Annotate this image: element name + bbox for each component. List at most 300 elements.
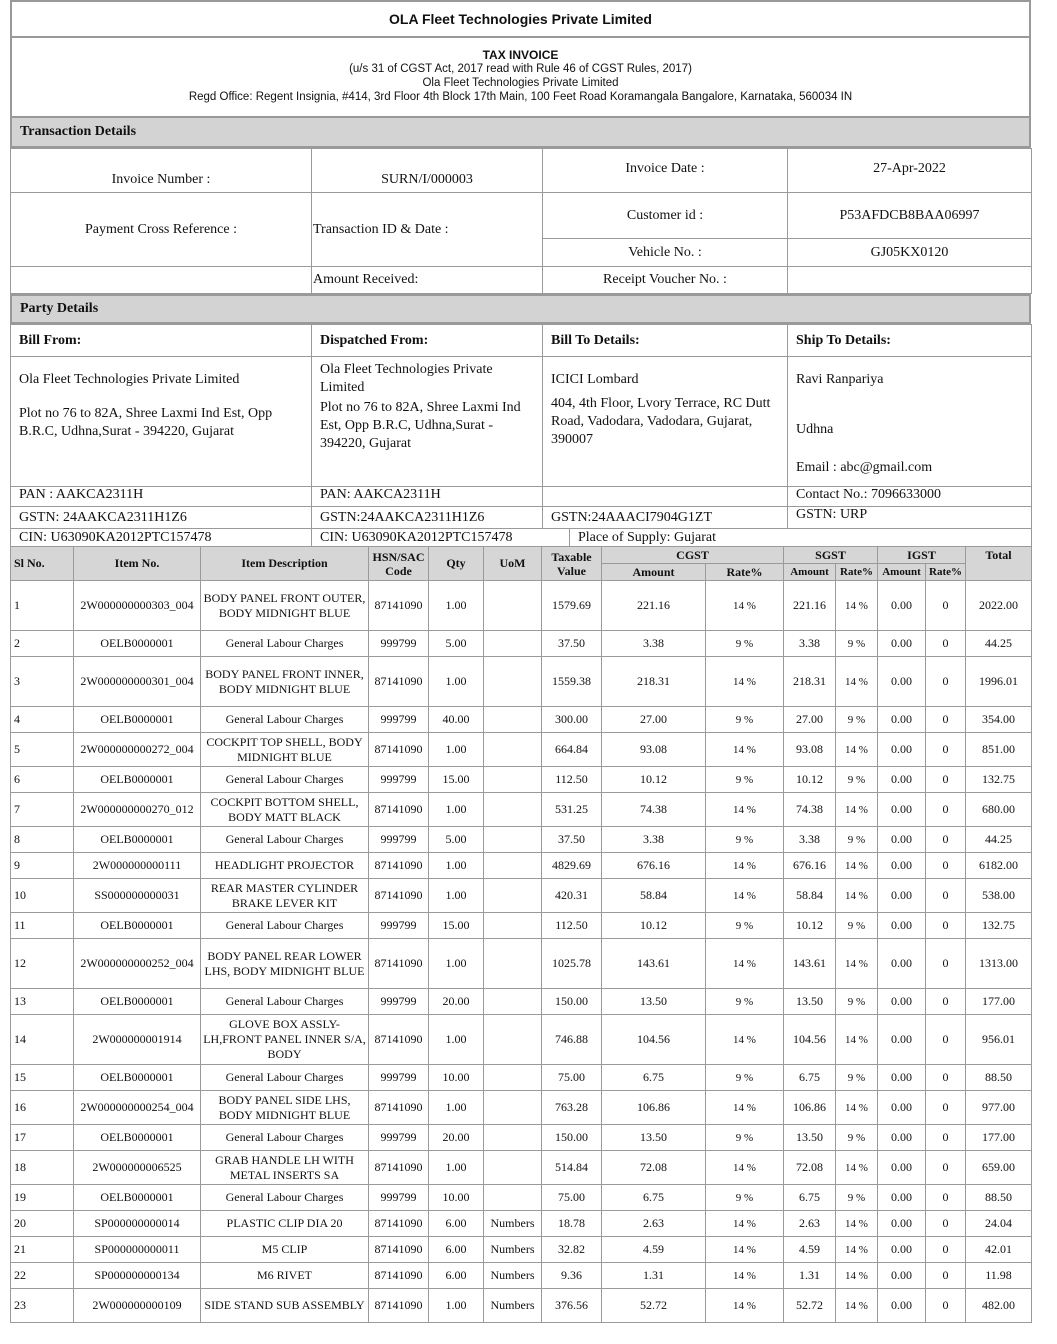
cell-taxable: 18.78 (542, 1211, 602, 1237)
cell-igst-amount: 0.00 (878, 913, 926, 939)
items-header-row (11, 547, 1032, 564)
cell-uom (484, 767, 542, 793)
cell-hsn: 87141090 (369, 1015, 429, 1065)
cell-qty: 1.00 (429, 1151, 484, 1185)
cell-igst-amount: 0.00 (878, 733, 926, 767)
cell-igst-amount: 0.00 (878, 1091, 926, 1125)
cell-item-no: OELB0000001 (74, 631, 201, 657)
cell-qty: 10.00 (429, 1065, 484, 1091)
cell-sgst-amount: 3.38 (784, 827, 836, 853)
cell-sgst-amount: 4.59 (784, 1237, 836, 1263)
cell-sgst-rate: 9 % (836, 631, 878, 657)
cell-qty: 1.00 (429, 939, 484, 989)
cell-description: M5 CLIP (201, 1237, 369, 1263)
cell-cgst-rate: 14 % (706, 793, 784, 827)
cell-cgst-amount: 143.61 (602, 939, 706, 989)
igst-rate-header: Rate% (926, 564, 966, 581)
cell-uom: Numbers (484, 1263, 542, 1289)
table-row (11, 853, 1032, 879)
cell-taxable: 150.00 (542, 989, 602, 1015)
cell-sl-no: 9 (11, 853, 74, 879)
item-rows (11, 581, 1032, 1323)
cell-igst-rate: 0 (926, 913, 966, 939)
cell-igst-rate: 0 (926, 1125, 966, 1151)
cell-cgst-amount: 3.38 (602, 631, 706, 657)
cell-qty: 1.00 (429, 1091, 484, 1125)
cell-igst-amount: 0.00 (878, 1237, 926, 1263)
ship-to-name: Ravi Ranpariya (796, 372, 884, 387)
cell-total: 956.01 (966, 1015, 1032, 1065)
total-subheader (966, 564, 1032, 581)
cell-igst-rate: 0 (926, 581, 966, 631)
col-item-no: Item No. (74, 547, 201, 581)
cell-sgst-amount: 93.08 (784, 733, 836, 767)
cell-taxable: 376.56 (542, 1289, 602, 1323)
cell-uom (484, 793, 542, 827)
cell-igst-rate: 0 (926, 989, 966, 1015)
cell-cgst-amount: 6.75 (602, 1185, 706, 1211)
sgst-amount-header: Amount (784, 564, 836, 581)
col-hsn: HSN/SAC Code (369, 547, 429, 581)
cell-cgst-rate: 14 % (706, 939, 784, 989)
cell-description: BODY PANEL SIDE LHS, BODY MIDNIGHT BLUE (201, 1091, 369, 1125)
cell-total: 44.25 (966, 631, 1032, 657)
cell-hsn: 87141090 (369, 1151, 429, 1185)
bill-from-cin: CIN: U63090KA2012PTC157478 (11, 529, 312, 547)
cell-sl-no: 10 (11, 879, 74, 913)
cell-sl-no: 5 (11, 733, 74, 767)
cell-item-no: 2W000000000301_004 (74, 657, 201, 707)
cell-cgst-amount: 10.12 (602, 767, 706, 793)
cell-sgst-rate: 14 % (836, 1211, 878, 1237)
cell-item-no: OELB0000001 (74, 767, 201, 793)
cell-cgst-rate: 14 % (706, 1091, 784, 1125)
cell-taxable: 32.82 (542, 1237, 602, 1263)
cell-igst-amount: 0.00 (878, 939, 926, 989)
cell-sgst-amount: 74.38 (784, 793, 836, 827)
bill-to-pan-empty (543, 487, 788, 507)
cell-description: General Labour Charges (201, 1065, 369, 1091)
sgst-rate-header: Rate% (836, 564, 878, 581)
cell-cgst-rate: 14 % (706, 1151, 784, 1185)
cell-total: 538.00 (966, 879, 1032, 913)
cell-qty: 1.00 (429, 793, 484, 827)
cell-total: 851.00 (966, 733, 1032, 767)
cell-uom: Numbers (484, 1211, 542, 1237)
cell-sgst-rate: 9 % (836, 1065, 878, 1091)
cell-qty: 6.00 (429, 1263, 484, 1289)
cell-sgst-amount: 218.31 (784, 657, 836, 707)
cell-sl-no: 21 (11, 1237, 74, 1263)
cell-cgst-amount: 13.50 (602, 989, 706, 1015)
cell-description: SIDE STAND SUB ASSEMBLY (201, 1289, 369, 1323)
cell-sgst-rate: 9 % (836, 913, 878, 939)
cell-igst-rate: 0 (926, 1015, 966, 1065)
cell-cgst-rate: 9 % (706, 631, 784, 657)
cell-hsn: 999799 (369, 1065, 429, 1091)
cell-hsn: 87141090 (369, 657, 429, 707)
cell-igst-amount: 0.00 (878, 853, 926, 879)
invoice-date: 27-Apr-2022 (788, 149, 1032, 193)
cell-igst-rate: 0 (926, 1065, 966, 1091)
cell-taxable: 112.50 (542, 767, 602, 793)
regd-office: Regd Office: Regent Insignia, #414, 3rd Floor 4th Block 17th Main, 100 Feet Road Koramangala Bangalore, Karnataka, 560034 IN (188, 91, 853, 103)
cell-item-no: SS000000000031 (74, 879, 201, 913)
bill-from-address: Plot no 76 to 82A, Shree Laxmi Ind Est, Opp B.R.C, Udhna,Surat - 394220, Gujarat (19, 406, 273, 439)
cell-uom (484, 707, 542, 733)
cell-sl-no: 23 (11, 1289, 74, 1323)
cell-cgst-rate: 9 % (706, 913, 784, 939)
cell-cgst-amount: 6.75 (602, 1065, 706, 1091)
cell-uom (484, 631, 542, 657)
cell-hsn: 87141090 (369, 1289, 429, 1323)
ship-to-heading: Ship To Details: (788, 325, 1032, 357)
place-of-supply: Place of Supply: Gujarat (570, 529, 1032, 547)
amount-received-label: Amount Received: (312, 267, 543, 294)
cell-sgst-amount: 221.16 (784, 581, 836, 631)
cell-cgst-rate: 14 % (706, 1289, 784, 1323)
cell-cgst-rate: 14 % (706, 1263, 784, 1289)
cell-qty: 15.00 (429, 913, 484, 939)
cell-item-no: SP000000000014 (74, 1211, 201, 1237)
bill-to-gstn: GSTN:24AAACI7904G1ZT (543, 507, 788, 529)
cell-uom (484, 827, 542, 853)
cell-cgst-amount: 52.72 (602, 1289, 706, 1323)
cell-igst-amount: 0.00 (878, 879, 926, 913)
customer-id: P53AFDCB8BAA06997 (788, 193, 1032, 239)
cell-sgst-rate: 9 % (836, 989, 878, 1015)
cell-qty: 1.00 (429, 581, 484, 631)
cell-description: General Labour Charges (201, 989, 369, 1015)
cell-cgst-amount: 93.08 (602, 733, 706, 767)
cell-item-no: 2W000000000252_004 (74, 939, 201, 989)
cell-total: 1996.01 (966, 657, 1032, 707)
col-sgst: SGST (784, 547, 878, 564)
cell-item-no: OELB0000001 (74, 1125, 201, 1151)
dispatched-from-name: Ola Fleet Technologies Private Limited (320, 362, 493, 395)
cell-description: BODY PANEL FRONT OUTER, BODY MIDNIGHT BLUE (201, 581, 369, 631)
cell-total: 354.00 (966, 707, 1032, 733)
table-row (11, 989, 1032, 1015)
cell-hsn: 87141090 (369, 1237, 429, 1263)
cell-igst-amount: 0.00 (878, 1015, 926, 1065)
cell-sl-no: 8 (11, 827, 74, 853)
cell-qty: 15.00 (429, 767, 484, 793)
invoice-header (10, 38, 1031, 118)
cell-uom (484, 1091, 542, 1125)
cell-item-no: OELB0000001 (74, 707, 201, 733)
cell-description: GLOVE BOX ASSLY-LH,FRONT PANEL INNER S/A, BODY (201, 1015, 369, 1065)
table-row (11, 1065, 1032, 1091)
cell-qty: 1.00 (429, 733, 484, 767)
cell-qty: 5.00 (429, 631, 484, 657)
cell-qty: 10.00 (429, 1185, 484, 1211)
cell-uom (484, 853, 542, 879)
cell-total: 482.00 (966, 1289, 1032, 1323)
cell-cgst-rate: 9 % (706, 707, 784, 733)
cell-taxable: 1559.38 (542, 657, 602, 707)
cell-sl-no: 2 (11, 631, 74, 657)
ship-to-block (788, 357, 1032, 487)
cell-cgst-amount: 27.00 (602, 707, 706, 733)
cell-taxable: 75.00 (542, 1065, 602, 1091)
cell-sgst-amount: 52.72 (784, 1289, 836, 1323)
cell-sl-no: 20 (11, 1211, 74, 1237)
cell-sgst-rate: 14 % (836, 1091, 878, 1125)
cell-hsn: 87141090 (369, 1211, 429, 1237)
invoice-page (10, 0, 1031, 1323)
cell-total: 177.00 (966, 1125, 1032, 1151)
invoice-number: SURN/I/000003 (312, 149, 543, 193)
cell-taxable: 1025.78 (542, 939, 602, 989)
col-description: Item Description (201, 547, 369, 581)
bill-from-pan: PAN : AAKCA2311H (11, 487, 312, 507)
table-row (11, 1289, 1032, 1323)
cell-total: 11.98 (966, 1263, 1032, 1289)
cell-sgst-rate: 14 % (836, 581, 878, 631)
cell-uom (484, 1185, 542, 1211)
cell-sgst-amount: 10.12 (784, 913, 836, 939)
cell-item-no: OELB0000001 (74, 1065, 201, 1091)
cell-sgst-rate: 9 % (836, 767, 878, 793)
cell-cgst-amount: 58.84 (602, 879, 706, 913)
cell-cgst-rate: 14 % (706, 1237, 784, 1263)
cell-cgst-rate: 14 % (706, 1211, 784, 1237)
cell-igst-rate: 0 (926, 631, 966, 657)
cell-total: 1313.00 (966, 939, 1032, 989)
cell-description: COCKPIT TOP SHELL, BODY MIDNIGHT BLUE (201, 733, 369, 767)
cell-uom (484, 1065, 542, 1091)
cell-uom (484, 1015, 542, 1065)
cell-cgst-amount: 72.08 (602, 1151, 706, 1185)
cell-sl-no: 4 (11, 707, 74, 733)
cell-total: 42.01 (966, 1237, 1032, 1263)
cell-taxable: 514.84 (542, 1151, 602, 1185)
cell-item-no: 2W000000000111 (74, 853, 201, 879)
table-row (11, 1211, 1032, 1237)
cell-uom: Numbers (484, 1237, 542, 1263)
cell-igst-amount: 0.00 (878, 1185, 926, 1211)
cell-uom (484, 1151, 542, 1185)
invoice-number-label: Invoice Number : (11, 149, 312, 193)
receipt-voucher-label: Receipt Voucher No. : (543, 267, 788, 294)
cell-total: 6182.00 (966, 853, 1032, 879)
ship-to-address: Udhna (796, 422, 834, 437)
igst-amount-header: Amount (878, 564, 926, 581)
cell-cgst-rate: 14 % (706, 879, 784, 913)
cell-hsn: 87141090 (369, 1091, 429, 1125)
cell-item-no: 2W000000000270_012 (74, 793, 201, 827)
cell-cgst-amount: 218.31 (602, 657, 706, 707)
cell-igst-amount: 0.00 (878, 657, 926, 707)
cell-igst-amount: 0.00 (878, 631, 926, 657)
cell-description: BODY PANEL FRONT INNER, BODY MIDNIGHT BLUE (201, 657, 369, 707)
cell-sgst-rate: 14 % (836, 1263, 878, 1289)
cell-sl-no: 14 (11, 1015, 74, 1065)
cell-cgst-rate: 14 % (706, 733, 784, 767)
cell-item-no: 2W000000001914 (74, 1015, 201, 1065)
col-cgst: CGST (602, 547, 784, 564)
dispatched-from-block (312, 357, 543, 487)
cell-total: 680.00 (966, 793, 1032, 827)
dispatched-from-gstn: GSTN:24AAKCA2311H1Z6 (312, 507, 543, 529)
cell-sgst-amount: 143.61 (784, 939, 836, 989)
cell-hsn: 999799 (369, 1185, 429, 1211)
doc-title: TAX INVOICE (482, 48, 559, 62)
cell-total: 659.00 (966, 1151, 1032, 1185)
cell-sl-no: 22 (11, 1263, 74, 1289)
cell-description: General Labour Charges (201, 1185, 369, 1211)
cell-uom (484, 1125, 542, 1151)
table-row (11, 1125, 1032, 1151)
cell-taxable: 746.88 (542, 1015, 602, 1065)
cell-hsn: 87141090 (369, 793, 429, 827)
cell-igst-rate: 0 (926, 827, 966, 853)
table-row (11, 767, 1032, 793)
cell-uom (484, 733, 542, 767)
cell-uom (484, 581, 542, 631)
cell-cgst-amount: 676.16 (602, 853, 706, 879)
cell-sgst-rate: 14 % (836, 1237, 878, 1263)
company-line: Ola Fleet Technologies Private Limited (422, 77, 619, 89)
cell-sl-no: 6 (11, 767, 74, 793)
cell-sgst-amount: 58.84 (784, 879, 836, 913)
cell-taxable: 9.36 (542, 1263, 602, 1289)
cell-sgst-amount: 13.50 (784, 989, 836, 1015)
cell-sgst-amount: 6.75 (784, 1185, 836, 1211)
col-total: Total (966, 547, 1032, 564)
cell-cgst-amount: 13.50 (602, 1125, 706, 1151)
cell-description: REAR MASTER CYLINDER BRAKE LEVER KIT (201, 879, 369, 913)
cell-total: 88.50 (966, 1065, 1032, 1091)
cell-total: 177.00 (966, 989, 1032, 1015)
rule-line: (u/s 31 of CGST Act, 2017 read with Rule 46 of CGST Rules, 2017) (349, 63, 692, 75)
cell-item-no: 2W000000000303_004 (74, 581, 201, 631)
table-row (11, 1237, 1032, 1263)
table-row (11, 879, 1032, 913)
cell-cgst-amount: 104.56 (602, 1015, 706, 1065)
cell-qty: 1.00 (429, 1015, 484, 1065)
cell-sgst-rate: 9 % (836, 707, 878, 733)
vehicle-label: Vehicle No. : (543, 239, 788, 267)
dispatched-from-address: Plot no 76 to 82A, Shree Laxmi Ind Est, Opp B.R.C, Udhna,Surat - 394220, Gujarat (320, 400, 521, 451)
cell-sgst-amount: 3.38 (784, 631, 836, 657)
cell-description: M6 RIVET (201, 1263, 369, 1289)
cell-taxable: 1579.69 (542, 581, 602, 631)
cell-description: General Labour Charges (201, 1125, 369, 1151)
cell-hsn: 87141090 (369, 1263, 429, 1289)
cell-qty: 6.00 (429, 1211, 484, 1237)
table-row (11, 1263, 1032, 1289)
cell-igst-rate: 0 (926, 1289, 966, 1323)
cell-total: 44.25 (966, 827, 1032, 853)
cell-hsn: 999799 (369, 631, 429, 657)
bill-to-name: ICICI Lombard (551, 372, 639, 387)
cell-total: 2022.00 (966, 581, 1032, 631)
invoice-date-label: Invoice Date : (543, 149, 788, 193)
table-row (11, 1151, 1032, 1185)
cell-item-no: SP000000000134 (74, 1263, 201, 1289)
cell-qty: 1.00 (429, 657, 484, 707)
table-row (11, 793, 1032, 827)
cell-cgst-amount: 106.86 (602, 1091, 706, 1125)
cell-uom (484, 879, 542, 913)
cell-igst-amount: 0.00 (878, 827, 926, 853)
cell-cgst-rate: 14 % (706, 581, 784, 631)
cell-sgst-rate: 14 % (836, 793, 878, 827)
cell-item-no: SP000000000011 (74, 1237, 201, 1263)
cell-sgst-amount: 10.12 (784, 767, 836, 793)
cell-taxable: 4829.69 (542, 853, 602, 879)
cell-igst-rate: 0 (926, 733, 966, 767)
cell-item-no: OELB0000001 (74, 989, 201, 1015)
cell-description: General Labour Charges (201, 631, 369, 657)
cell-description: General Labour Charges (201, 827, 369, 853)
empty-cell (11, 267, 312, 294)
cell-cgst-amount: 1.31 (602, 1263, 706, 1289)
cell-qty: 40.00 (429, 707, 484, 733)
cell-taxable: 150.00 (542, 1125, 602, 1151)
cell-taxable: 112.50 (542, 913, 602, 939)
cell-cgst-rate: 9 % (706, 767, 784, 793)
company-title: OLA Fleet Technologies Private Limited (10, 0, 1031, 38)
cell-uom (484, 989, 542, 1015)
table-row (11, 707, 1032, 733)
table-row (11, 827, 1032, 853)
cell-hsn: 87141090 (369, 853, 429, 879)
cell-igst-rate: 0 (926, 657, 966, 707)
cell-sgst-amount: 6.75 (784, 1065, 836, 1091)
table-row (11, 657, 1032, 707)
cell-qty: 5.00 (429, 827, 484, 853)
col-igst: IGST (878, 547, 966, 564)
ship-to-gstn: GSTN: URP (788, 507, 1032, 529)
cell-uom (484, 657, 542, 707)
cell-igst-amount: 0.00 (878, 1289, 926, 1323)
cell-igst-amount: 0.00 (878, 1065, 926, 1091)
table-row (11, 913, 1032, 939)
cell-cgst-amount: 10.12 (602, 913, 706, 939)
bill-to-block (543, 357, 788, 487)
cell-taxable: 531.25 (542, 793, 602, 827)
cell-igst-amount: 0.00 (878, 1151, 926, 1185)
cell-cgst-amount: 221.16 (602, 581, 706, 631)
cell-sl-no: 13 (11, 989, 74, 1015)
cell-sgst-rate: 14 % (836, 1015, 878, 1065)
cell-cgst-rate: 14 % (706, 657, 784, 707)
cell-igst-amount: 0.00 (878, 581, 926, 631)
cell-cgst-rate: 9 % (706, 989, 784, 1015)
cgst-amount-header: Amount (602, 564, 706, 581)
bill-from-name: Ola Fleet Technologies Private Limited (19, 372, 240, 387)
cell-total: 132.75 (966, 767, 1032, 793)
cell-sgst-amount: 106.86 (784, 1091, 836, 1125)
cell-sl-no: 17 (11, 1125, 74, 1151)
cell-igst-rate: 0 (926, 853, 966, 879)
ship-to-contact: Contact No.: 7096633000 (788, 487, 1032, 507)
cell-igst-rate: 0 (926, 1211, 966, 1237)
cell-sgst-rate: 9 % (836, 1125, 878, 1151)
cell-uom (484, 913, 542, 939)
dispatched-from-heading: Dispatched From: (312, 325, 543, 357)
cell-taxable: 420.31 (542, 879, 602, 913)
cell-sgst-rate: 14 % (836, 657, 878, 707)
cell-sgst-rate: 14 % (836, 1289, 878, 1323)
cell-sgst-amount: 1.31 (784, 1263, 836, 1289)
cell-igst-rate: 0 (926, 767, 966, 793)
cell-igst-rate: 0 (926, 1151, 966, 1185)
cell-igst-rate: 0 (926, 879, 966, 913)
